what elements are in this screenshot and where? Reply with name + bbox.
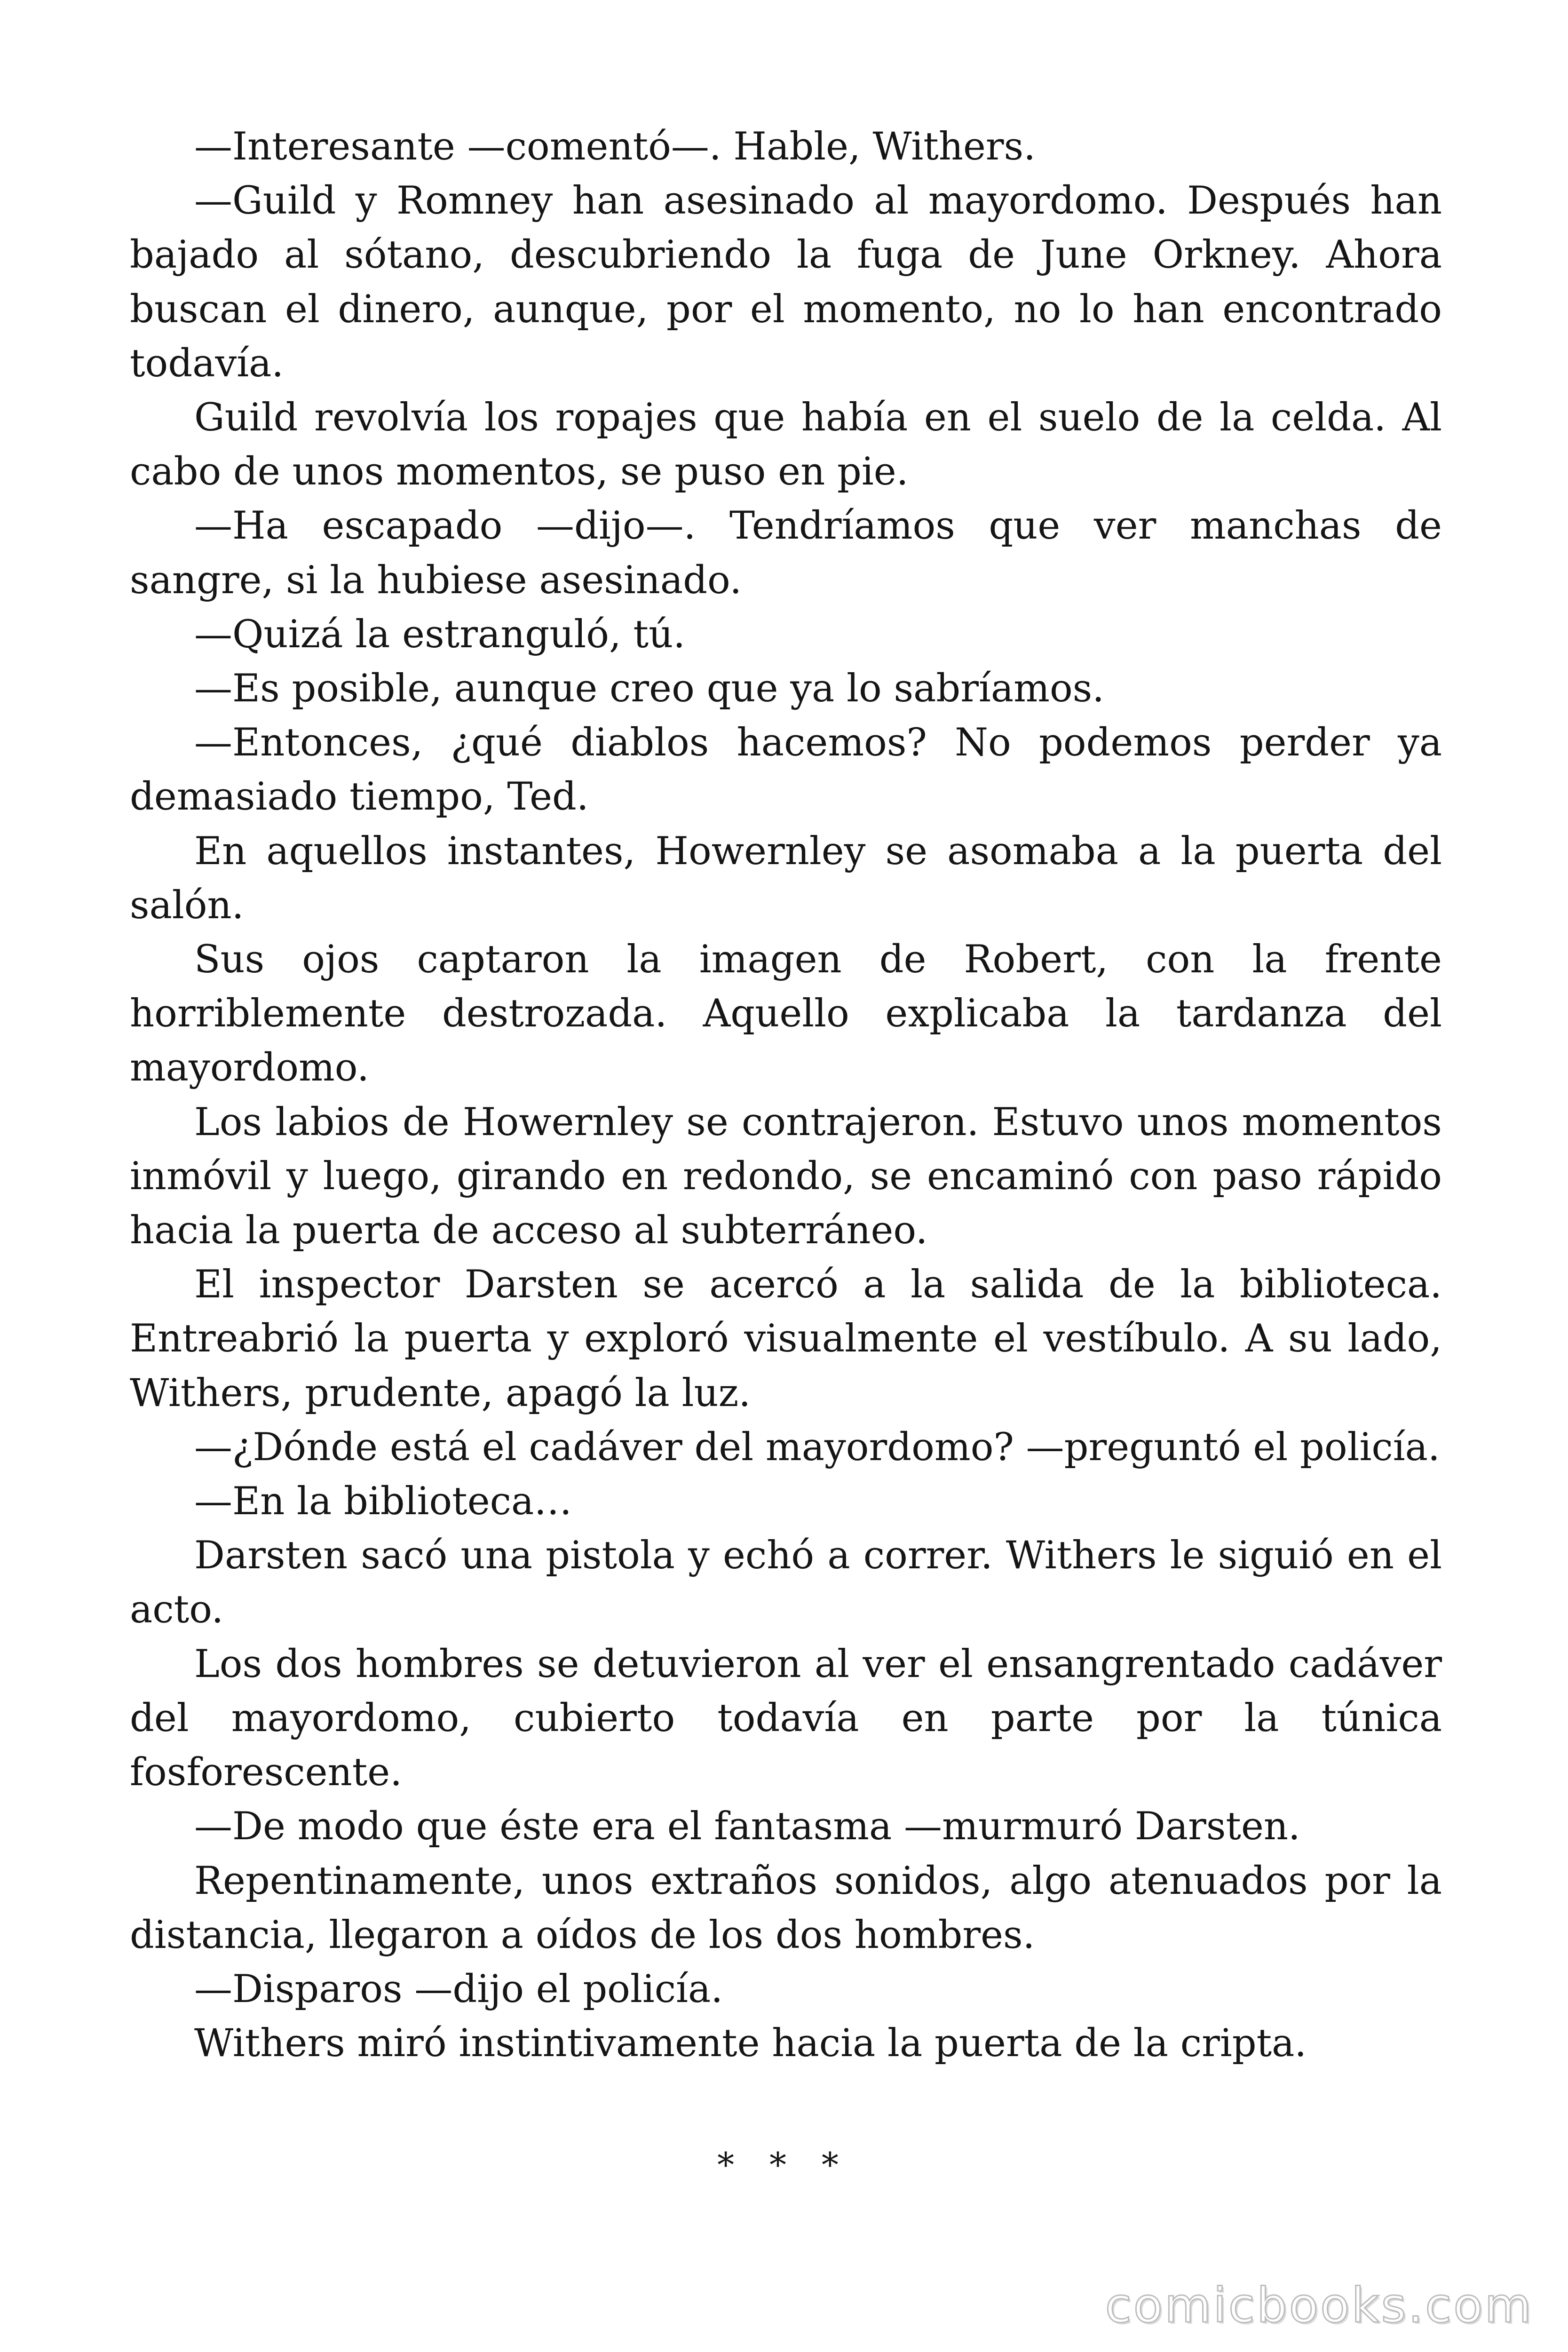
- watermark-logo: comicbooks.com: [1105, 2278, 1533, 2334]
- paragraph: Los dos hombres se detuvieron al ver el ensangrentado cadáver del mayordomo, cubierto todavía en parte por la túnica fosforescente.: [130, 1642, 1442, 1795]
- paragraph: Sus ojos captaron la imagen de Robert, con la frente horriblemente destrozada. Aquello explicaba la tardanza del mayordomo.: [130, 938, 1442, 1090]
- paragraph: Withers miró instintivamente hacia la puerta de la cripta.: [194, 2021, 1307, 2066]
- paragraph: Repentinamente, unos extraños sonidos, algo atenuados por la distancia, llegaron a oídos de los dos hombres.: [130, 1859, 1442, 1957]
- paragraph: —De modo que éste era el fantasma —murmuró Darsten.: [194, 1804, 1300, 1849]
- paragraph: —Es posible, aunque creo que ya lo sabríamos.: [194, 667, 1105, 711]
- paragraph: —Disparos —dijo el policía.: [194, 1967, 723, 2011]
- paragraph: Los labios de Howernley se contrajeron. Estuvo unos momentos inmóvil y luego, girando en redondo, se encaminó con paso rápido hacia la puerta de acceso al subterráneo.: [130, 1100, 1442, 1253]
- section-separator: * * *: [717, 2145, 851, 2185]
- paragraph: En aquellos instantes, Howernley se asomaba a la puerta del salón.: [130, 829, 1442, 928]
- paragraph: —Interesante —comentó—. Hable, Withers.: [194, 125, 1036, 169]
- paragraph: —¿Dónde está el cadáver del mayordomo? —preguntó el policía.: [194, 1425, 1440, 1470]
- page-body: [130, 120, 1442, 2071]
- paragraph: —Quizá la estranguló, tú.: [194, 612, 686, 657]
- paragraph: El inspector Darsten se acercó a la salida de la biblioteca. Entreabrió la puerta y exploró visualmente el vestíbulo. A su lado, Withers, prudente, apagó la luz.: [130, 1263, 1442, 1415]
- paragraph: Guild revolvía los ropajes que había en el suelo de la celda. Al cabo de unos momentos, se puso en pie.: [130, 396, 1442, 494]
- paragraph: —Entonces, ¿qué diablos hacemos? No podemos perder ya demasiado tiempo, Ted.: [130, 721, 1442, 819]
- paragraph: Darsten sacó una pistola y echó a correr. Withers le siguió en el acto.: [130, 1534, 1442, 1632]
- paragraph: —En la biblioteca…: [194, 1479, 572, 1524]
- paragraph: —Ha escapado —dijo—. Tendríamos que ver manchas de sangre, si la hubiese asesinado.: [130, 504, 1442, 603]
- paragraph: —Guild y Romney han asesinado al mayordomo. Después han bajado al sótano, descubriendo la fuga de June Orkney. Ahora buscan el dinero, aunque, por el momento, no lo han encontrado todavía.: [130, 179, 1442, 386]
